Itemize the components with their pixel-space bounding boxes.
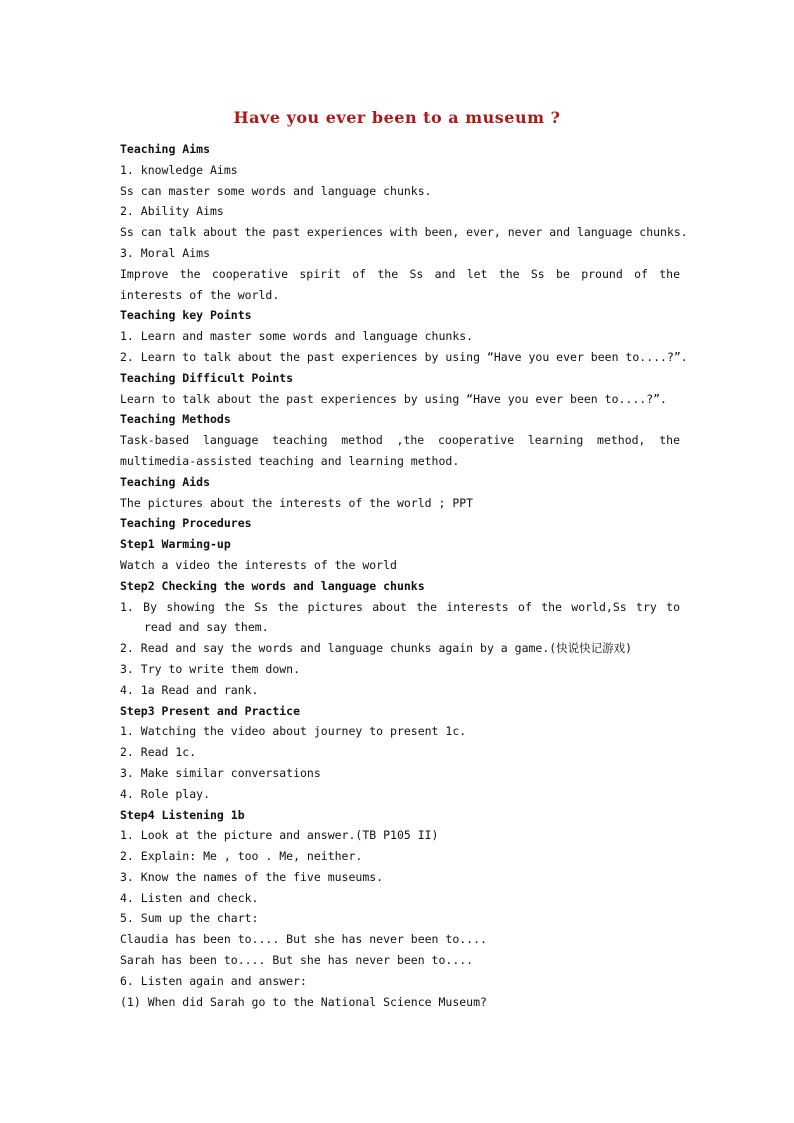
text-line: Sarah has been to.... But she has never been to.... bbox=[120, 953, 474, 968]
text-line: Watch a video the interests of the world bbox=[120, 557, 397, 572]
section-heading: Teaching Aids bbox=[120, 474, 211, 489]
section-heading: Step2 Checking the words and language chunks bbox=[120, 578, 425, 593]
text-line: (1) When did Sarah go to the National Science Museum? bbox=[120, 994, 487, 1009]
section-heading: Step4 Listening 1b bbox=[120, 807, 245, 822]
text-line: 5. Sum up the chart: bbox=[120, 911, 259, 926]
document-title: Have you ever been to a museum ? bbox=[233, 108, 561, 127]
text-line: 2. Explain: Me , too . Me, neither. bbox=[120, 849, 363, 864]
text-line: 3. Make similar conversations bbox=[120, 765, 321, 780]
text-line: Ss can talk about the past experiences with been, ever, never and language chunks. bbox=[120, 225, 688, 240]
text-line: 6. Listen again and answer: bbox=[120, 973, 307, 988]
section-heading: Teaching Difficult Points bbox=[120, 370, 294, 385]
text-line: 1. knowledge Aims bbox=[120, 162, 238, 177]
text-line: Claudia has been to.... But she has never been to.... bbox=[120, 932, 487, 947]
text-line: Ss can master some words and language chunks. bbox=[120, 183, 432, 198]
section-heading: Step1 Warming-up bbox=[120, 537, 231, 552]
section-heading: Teaching Procedures bbox=[120, 516, 252, 531]
paragraph: Improve the cooperative spirit of the Ss and let the Ss be pround of the interests of the world. bbox=[120, 266, 680, 302]
text-line: 2. Learn to talk about the past experiences by using “Have you ever been to....?”. bbox=[120, 349, 688, 364]
text-line: 3. Try to write them down. bbox=[120, 661, 301, 676]
text-line: 2. Read 1c. bbox=[120, 745, 197, 760]
text-line: The pictures about the interests of the world ; PPT bbox=[120, 495, 474, 510]
text-line: 1. Watching the video about journey to present 1c. bbox=[120, 724, 467, 739]
section-heading: Teaching Methods bbox=[120, 412, 231, 427]
text-line: 4. Role play. bbox=[120, 786, 211, 801]
section-heading: Step3 Present and Practice bbox=[120, 703, 301, 718]
text-line: 4. Listen and check. bbox=[120, 890, 259, 905]
text-line: 1. Learn and master some words and language chunks. bbox=[120, 329, 474, 344]
paragraph: Task-based language teaching method ,the cooperative learning method, the multimedia-assisted teaching and learning method. bbox=[120, 433, 680, 468]
text-line: 2. Ability Aims bbox=[120, 204, 224, 219]
text-line: 1. Look at the picture and answer.(TB P105 II) bbox=[120, 828, 439, 843]
text-line: Learn to talk about the past experiences by using “Have you ever been to....?”. bbox=[120, 391, 667, 406]
text-line: 3. Know the names of the five museums. bbox=[120, 869, 384, 884]
section-heading: Teaching key Points bbox=[120, 308, 252, 323]
text-line: 2. Read and say the words and language chunks again by a game.(快说快记游戏) bbox=[120, 641, 633, 656]
text-line: 4. 1a Read and rank. bbox=[120, 682, 259, 697]
section-heading: Teaching Aims bbox=[120, 142, 211, 156]
document-body bbox=[120, 139, 688, 1012]
text-line: 3. Moral Aims bbox=[120, 245, 211, 260]
list-item: 1. By showing the Ss the pictures about the interests of the world,Ss try to read and say them. bbox=[120, 599, 680, 635]
